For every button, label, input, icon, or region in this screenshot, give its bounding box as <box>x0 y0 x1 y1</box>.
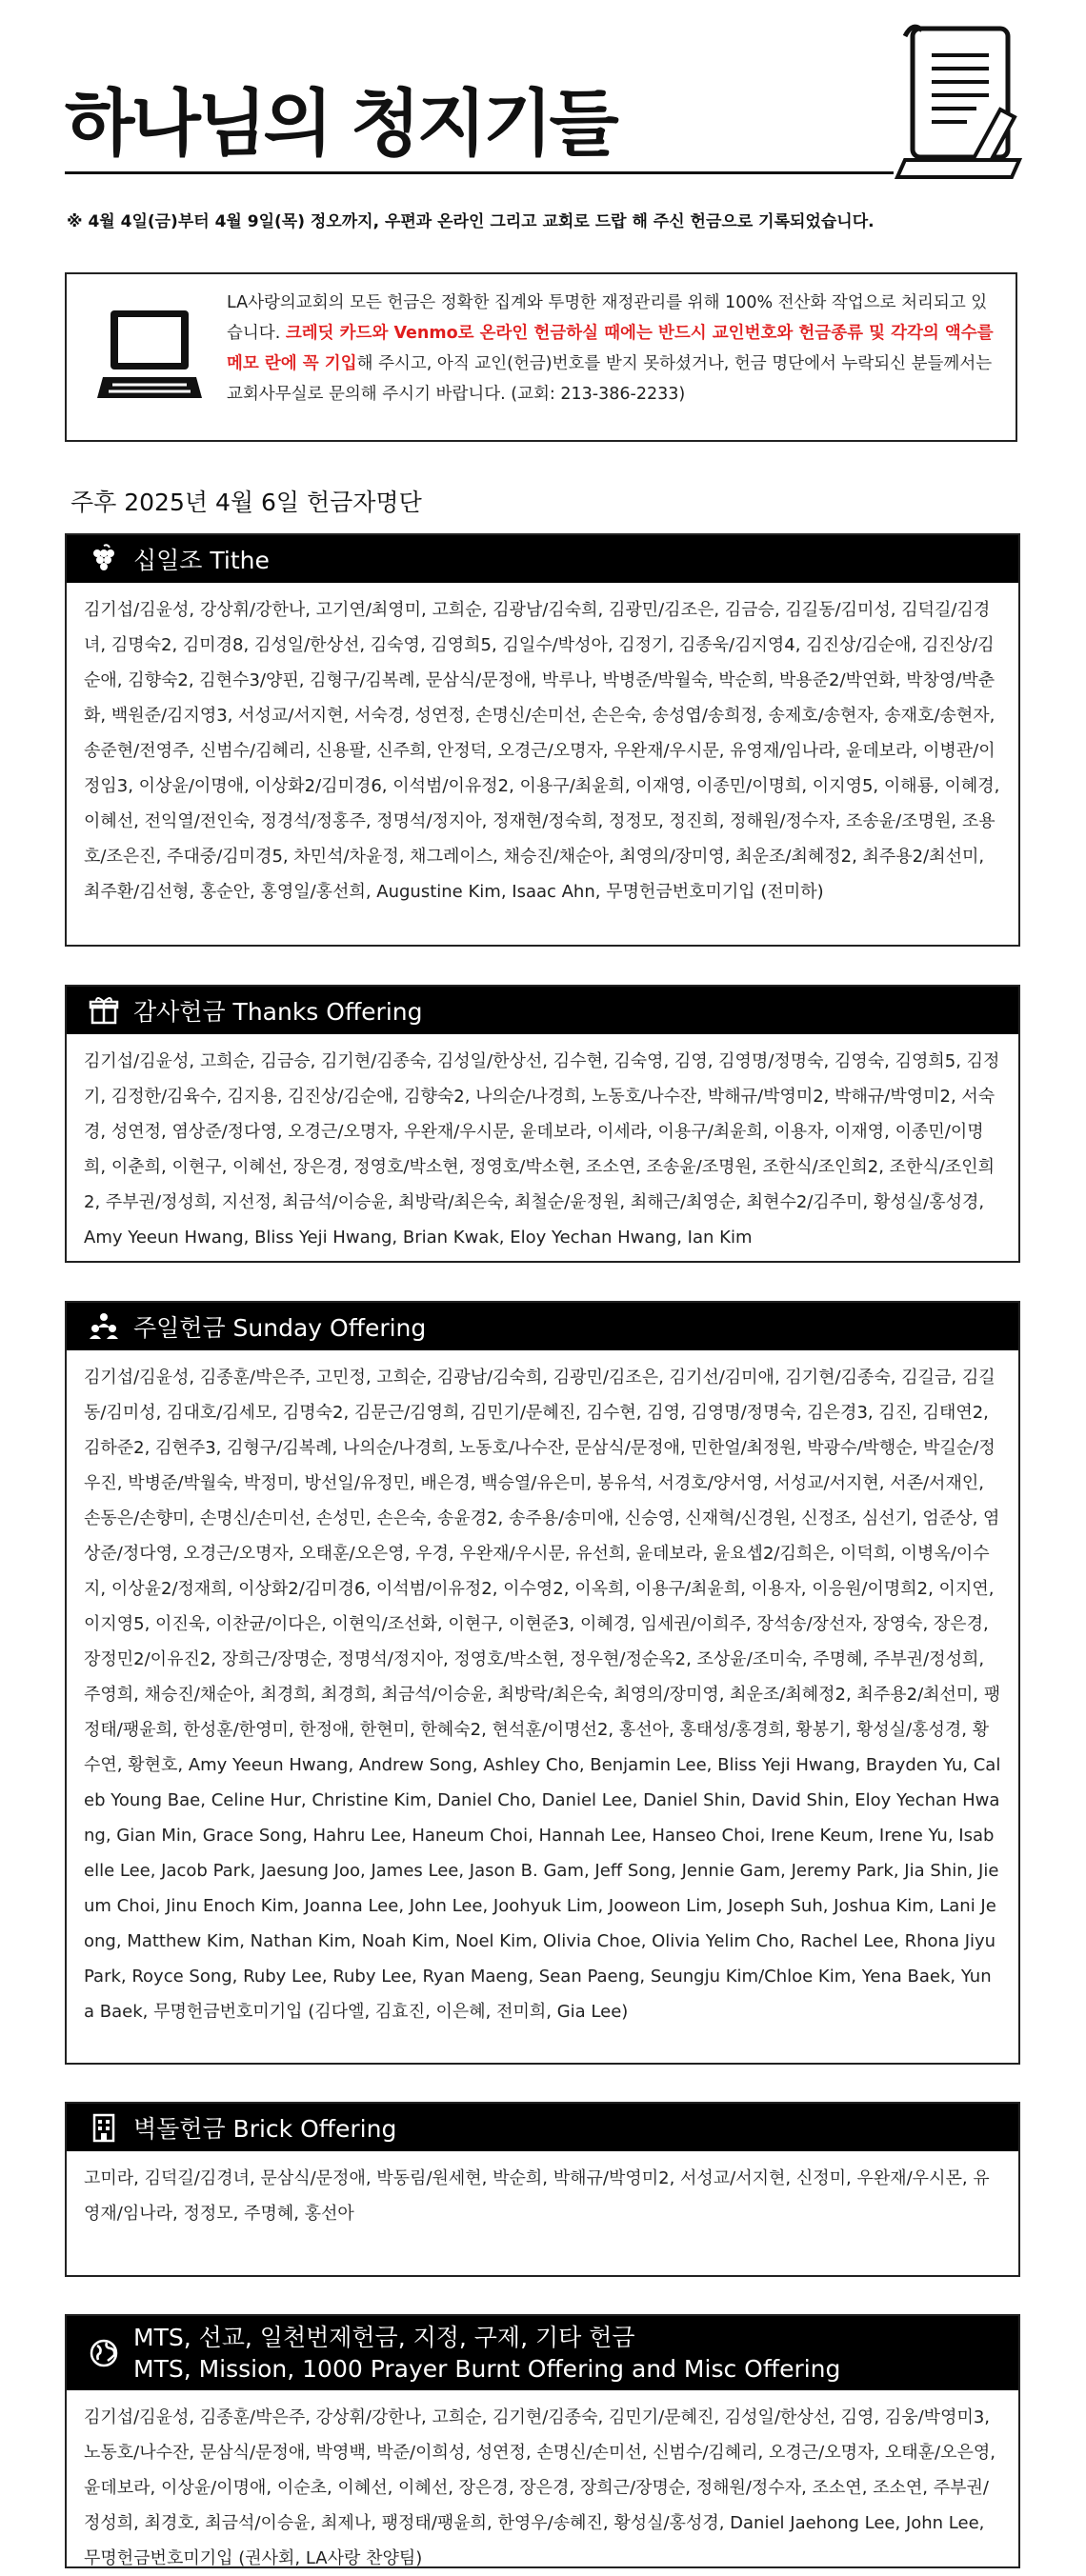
info-warning: 크레딧 카드와 Venmo로 온라인 헌금하실 때에는 반드시 교인번호와 헌금종류 및 각각의 액수를 메모 란에 꼭 기입 <box>227 324 994 373</box>
section-brick <box>65 2102 1020 2277</box>
section-subtitle: MTS, Mission, 1000 Prayer Burnt Offering and Misc Offering <box>133 2355 841 2383</box>
section-tithe <box>65 533 1020 947</box>
section-title: 십일조 Tithe <box>133 547 270 574</box>
info-box <box>65 272 1017 442</box>
scroll-document-icon <box>886 19 1038 186</box>
section-header <box>67 987 1018 1034</box>
section-header <box>67 1303 1018 1350</box>
name-list: 김기섭/김윤성, 김종훈/박은주, 강상휘/강한나, 고희순, 김기현/김종숙, 김민기/문혜진, 김성일/한상선, 김영, 김웅/박영미3, 노동호/나수잔, 문삼식/문정애, 박영백, 박준/이희성, 성연정, 손명신/손미선, 신범수/김혜리, 오경근/오명자, 오태훈/오은영, 윤데보라, 이상윤/이명애, 이순초, 이혜선, 이혜선, 장은경, 장은경, 장희근/장명순, 정해원/정수자, 조소연, 조소연, 주부권/정성희, 최경호, 최금석/이승윤, 최제나, 팽정태/팽윤희, 한영우/송혜진, 황성실/홍성경, Daniel Jaehong Lee, John Lee, 무명헌금번호미기입 (권사회, LA사랑 찬양팀) <box>84 2407 996 2568</box>
section-title: 감사헌금 Thanks Offering <box>133 998 423 1026</box>
name-list: 김기섭/김윤성, 강상휘/강한나, 고기연/최영미, 고희순, 김광남/김숙희, 김광민/김조은, 김금승, 김길동/김미성, 김덕길/김경녀, 김명숙2, 김미경8, 김성일/한상선, 김숙영, 김영희5, 김일수/박성아, 김정기, 김종욱/김지영4, 김진상/김순애, 김진상/김순애, 김향숙2, 김현수3/양핀, 김형구/김복례, 문삼식/문정애, 박루나, 박병준/박월숙, 박순희, 박용준2/박연화, 박창영/박춘화, 백원준/김지영3, 서성교/서지현, 서숙경, 성연정, 손명신/손미선, 손은숙, 송성엽/송희정, 송제호/송현자, 송재호/송현자, 송준현/전영주, 신범수/김혜리, 신용팔, 신주희, 안정덕, 오경근/오명자, 우완재/우시문, 유영재/임나라, 윤데보라, 이병관/이정임3, 이상윤/이명애, 이상화2/김미경6, 이석범/이유정2, 이용구/최윤희, 이재영, 이종민/이명희, 이지영5, 이해룡, 이혜경, 이혜선, 전익열/전인숙, 정경석/정홍주, 정명석/정지아, 정재현/정숙희, 정정모, 정진희, 정해원/정수자, 조송윤/조명원, 조용호/조은진, 주대중/김미경5, 차민석/차윤정, 채그레이스, 채승진/채순아, 최영의/장미영, 최운조/최혜정2, 최주용2/최선미, 최주환/김선형, 홍순안, 홍영일/홍선희, Augustine Kim, Isaac Ahn, 무명헌금번호미기입 (전미하) <box>84 600 1000 902</box>
section-header <box>67 2316 1018 2390</box>
info-text <box>227 288 998 409</box>
section-title: 벽돌헌금 Brick Offering <box>133 2115 397 2143</box>
section-header <box>67 535 1018 583</box>
section-title: MTS, 선교, 일천번제헌금, 지정, 구제, 기타 헌금 <box>133 2324 635 2351</box>
section-title: 주일헌금 Sunday Offering <box>133 1314 427 1342</box>
info-text-part1: LA사랑의교회의 모든 헌금은 정확한 집계와 투명한 재정관리를 위해 100% 전산화 작업으로 처리되고 있습니다. <box>227 293 988 343</box>
info-text-part2: 해 주시고, 아직 교인(헌금)번호를 받지 못하셨거나, 헌금 명단에서 누락되신 분들께서는 교회사무실로 문의해 주시기 바랍니다. (교회: 213-386-2233) <box>227 354 993 404</box>
gift-icon <box>88 994 120 1027</box>
section-mts <box>65 2314 1020 2568</box>
globe-icon <box>88 2337 120 2369</box>
building-icon <box>88 2111 120 2144</box>
section-sunday <box>65 1301 1020 2065</box>
date-notice: ※ 4월 4일(금)부터 4월 9일(목) 정오까지, 우편과 온라인 그리고 교회로 드랍 해 주신 헌금으로 기록되었습니다. <box>67 212 875 231</box>
people-icon <box>88 1310 120 1343</box>
name-list: 고미라, 김덕길/김경녀, 문삼식/문정애, 박동림/원세현, 박순희, 박해규/박영미2, 서성교/서지현, 신정미, 우완재/우시몬, 유영재/임나라, 정정모, 주명혜, 홍선아 <box>84 2168 990 2224</box>
list-heading: 주후 2025년 4월 6일 헌금자명단 <box>70 489 422 516</box>
title-underline <box>65 171 894 174</box>
computer-icon <box>97 303 202 408</box>
grapes-icon <box>88 543 120 575</box>
section-titles <box>133 2322 840 2385</box>
section-header <box>67 2104 1018 2151</box>
name-list: 김기섭/김윤성, 김종훈/박은주, 고민정, 고희순, 김광남/김숙희, 김광민/김조은, 김기선/김미애, 김기현/김종숙, 김길금, 김길동/김미성, 김대호/김세모, 김명숙2, 김문근/김영희, 김민기/문혜진, 김수현, 김영, 김영명/정명숙, 김은경3, 김진, 김태연2, 김하준2, 김현주3, 김형구/김복례, 나의순/나경희, 노동호/나수잔, 문삼식/문정애, 민한얼/최정원, 박광수/박행순, 박길순/정우진, 박병준/박월숙, 박정미, 방선일/유정민, 배은경, 백승열/유은미, 봉유석, 서경호/양서영, 서성교/서지현, 서존/서재인, 손동은/손향미, 손명신/손미선, 손성민, 손은숙, 송윤경2, 송주용/송미애, 신승영, 신재혁/신경원, 신정조, 심선기, 엄준상, 염상준/정다영, 오경근/오명자, 오태훈/오은영, 우경, 우완재/우시문, 유선희, 윤데보라, 윤요셉2/김희은, 이덕희, 이병옥/이수지, 이상윤2/정재희, 이상화2/김미경6, 이석범/이유정2, 이수영2, 이옥희, 이용구/최윤희, 이용자, 이응원/이명희2, 이지연, 이지영5, 이진욱, 이찬균/이다은, 이현익/조선화, 이현구, 이현준3, 이혜경, 임세권/이희주, 장석송/장선자, 장영숙, 장은경, 장정민2/이유진2, 장희근/장명순, 정명석/정지아, 정영호/박소현, 정우현/정순옥2, 조상윤/조미숙, 주명혜, 주부권/정성희, 주영희, 채승진/채순아, 최경희, 최경희, 최금석/이승윤, 최방락/최은숙, 최영의/장미영, 최운조/최혜정2, 최주용2/최선미, 팽정태/팽윤희, 한성훈/한영미, 한정애, 한현미, 한혜숙2, 현석훈/이명선2, 홍선아, 홍태성/홍경희, 황봉기, 황성실/홍성경, 황수연, 황현호, Amy Yeeun Hwang, Andrew Song, Ashley Cho, Benjamin Lee, Bliss Yeji Hwang, Brayden Yu, Caleb Young Bae, Celine Hur, Christine Kim, Daniel Cho, Daniel Lee, Daniel Shin, David Shin, Eloy Yechan Hwang, Gian Min, Grace Song, Hahru Lee, Haneum Choi, Hannah Lee, Hanseo Choi, Irene Keum, Irene Yu, Isabelle Lee, Jacob Park, Jaesung Joo, James Lee, Jason B. Gam, Jeff Song, Jennie Gam, Jeremy Park, Jia Shin, Jieum Choi, Jinu Enoch Kim, Joanna Lee, John Lee, Joohyuk Lim, Jooweon Lim, Joseph Suh, Joshua Kim, Lani Jeong, Matthew Kim, Nathan Kim, Noah Kim, Noel Kim, Olivia Choe, Olivia Yelim Cho, Rachel Lee, Rhona Jiyu Park, Royce Song, Ruby Lee, Ruby Lee, Ryan Maeng, Sean Paeng, Seungju Kim/Chloe Kim, Yena Baek, Yuna Baek, 무명헌금번호미기입 (김다엘, 김효진, 이은혜, 전미희, Gia Lee) <box>84 1368 1001 2022</box>
name-list: 김기섭/김윤성, 고희순, 김금승, 김기현/김종숙, 김성일/한상선, 김수현, 김숙영, 김영, 김영명/정명숙, 김영숙, 김영희5, 김정기, 김정한/김육수, 김지용, 김진상/김순애, 김향숙2, 나의순/나경희, 노동호/나수잔, 박해규/박영미2, 박해규/박영미2, 서숙경, 성연정, 염상준/정다영, 오경근/오명자, 우완재/우시문, 윤데보라, 이세라, 이용구/최윤희, 이용자, 이재영, 이종민/이명희, 이춘희, 이현구, 이혜선, 장은경, 정영호/박소현, 정영호/박소현, 조소연, 조송윤/조명원, 조한식/조인희2, 조한식/조인희2, 주부권/정성희, 지선정, 최금석/이승윤, 최방락/최은숙, 최철순/윤정원, 최해근/최영순, 최현수2/김주미, 황성실/홍성경, Amy Yeeun Hwang, Bliss Yeji Hwang, Brian Kwak, Eloy Yechan Hwang, Ian Kim <box>84 1051 1000 1248</box>
section-thanks <box>65 985 1020 1263</box>
page-title: 하나님의 청지기들 <box>65 81 615 166</box>
